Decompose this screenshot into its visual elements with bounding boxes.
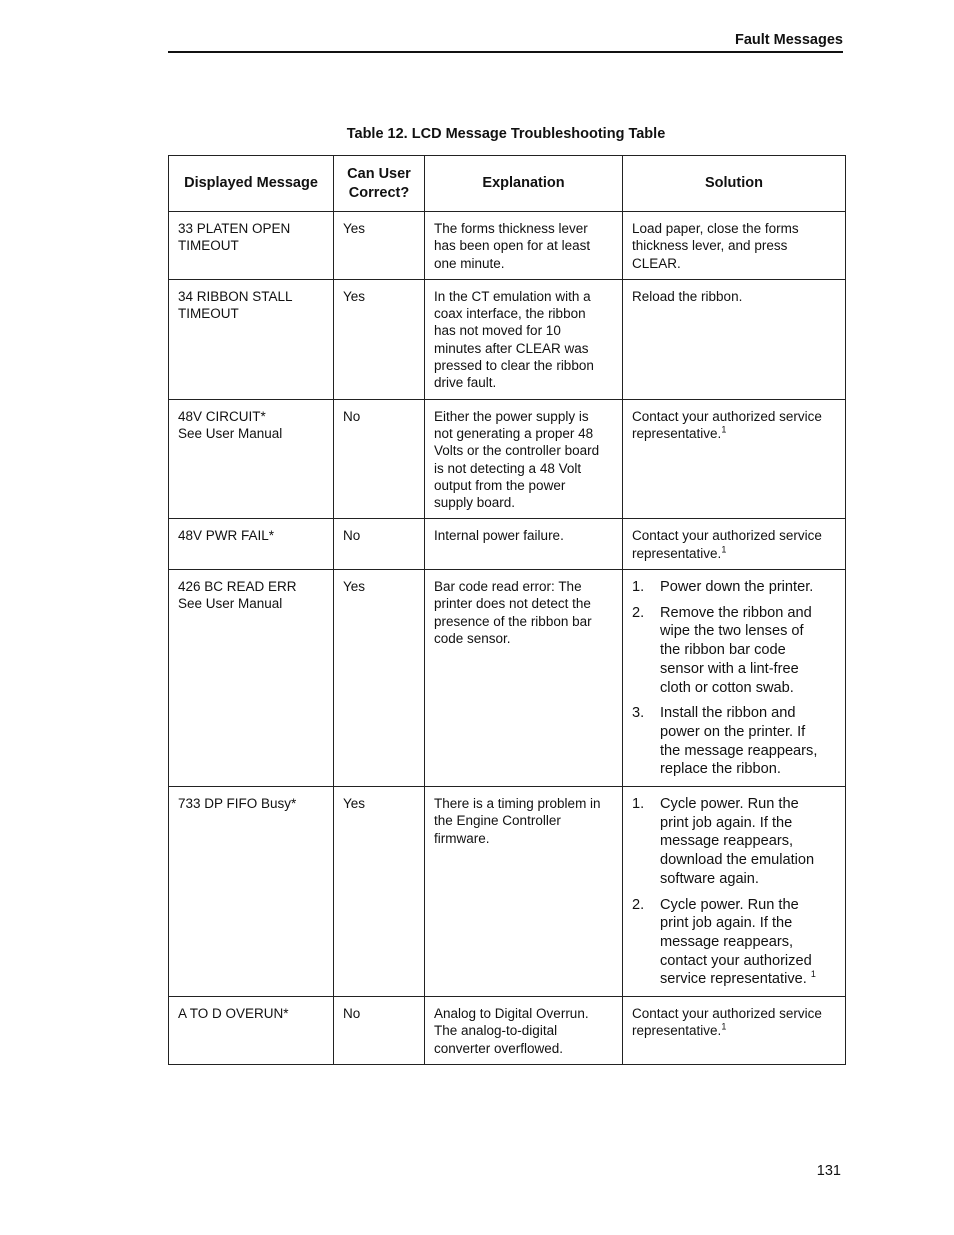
cell-displayed-message: 48V PWR FAIL*	[169, 519, 334, 570]
table-row	[169, 399, 846, 519]
running-header-title: Fault Messages	[735, 32, 843, 48]
footnote-marker: 1	[721, 1021, 727, 1032]
step-number: 3.	[632, 705, 645, 722]
solution-steps-list	[632, 578, 837, 779]
cell-solution: Contact your authorized service representative.$^1$	[623, 519, 846, 570]
page-number: 131	[816, 1163, 841, 1179]
step-number: 2.	[632, 896, 645, 913]
cell-explanation: Analog to Digital Overrun. The analog-to-digital converter overflowed.	[425, 997, 623, 1065]
column-header-solution: Solution	[623, 156, 846, 212]
solution-steps-list	[632, 795, 837, 989]
cell-displayed-message: 48V CIRCUIT* See User Manual	[169, 399, 334, 519]
solution-step: 2. Cycle power. Run the print job again. If the message reappears, contact your authorized service representative. $^1$	[632, 896, 816, 988]
footnote-marker: 1	[721, 424, 727, 435]
cell-can-user-correct: No	[334, 997, 425, 1065]
table-row	[169, 279, 846, 399]
table-row	[169, 212, 846, 280]
cell-solution: Contact your authorized service representative.$^1$	[623, 997, 846, 1065]
cell-displayed-message: 426 BC READ ERR See User Manual	[169, 570, 334, 787]
cell-can-user-correct: No	[334, 399, 425, 519]
cell-displayed-message: 33 PLATEN OPEN TIMEOUT	[169, 212, 334, 280]
table-caption: Table 12. LCD Message Troubleshooting Table	[346, 126, 666, 142]
header-rule	[168, 51, 843, 53]
column-header-explanation: Explanation	[425, 156, 623, 212]
cell-can-user-correct: Yes	[334, 570, 425, 787]
cell-solution: Load paper, close the forms thickness lever, and press CLEAR.	[623, 212, 846, 280]
table-row	[169, 519, 846, 570]
cell-can-user-correct: Yes	[334, 787, 425, 997]
column-header-can-user-correct: Can User Correct?	[334, 156, 425, 212]
step-number: 1.	[632, 796, 645, 813]
solution-step: 3. Install the ribbon and power on the printer. If the message reappears, replace the ribbon.	[632, 705, 818, 778]
cell-displayed-message: 34 RIBBON STALL TIMEOUT	[169, 279, 334, 399]
table-header-row	[169, 156, 846, 212]
cell-explanation: There is a timing problem in the Engine Controller firmware.	[425, 787, 623, 997]
table-row	[169, 787, 846, 997]
cell-explanation: In the CT emulation with a coax interface, the ribbon has not moved for 10 minutes after CLEAR was pressed to clear the ribbon drive fault.	[425, 279, 623, 399]
solution-step: 1. Cycle power. Run the print job again. If the message reappears, download the emulation software again.	[632, 796, 815, 887]
step-number: 2.	[632, 604, 645, 621]
cell-displayed-message: A TO D OVERUN*	[169, 997, 334, 1065]
solution-step: 2. Remove the ribbon and wipe the two lenses of the ribbon bar code sensor with a lint-free cloth or cotton swab.	[632, 604, 812, 696]
column-header-displayed-message: Displayed Message	[169, 156, 334, 212]
footnote-marker: 1	[810, 969, 816, 980]
table-row	[169, 570, 846, 787]
cell-can-user-correct: Yes	[334, 279, 425, 399]
cell-solution: Contact your authorized service representative.$^1$	[623, 399, 846, 519]
cell-explanation: Either the power supply is not generating a proper 48 Volts or the controller board is not detecting a 48 Volt output from the power supply board.	[425, 399, 623, 519]
cell-explanation: Bar code read error: The printer does not detect the presence of the ribbon bar code sensor.	[425, 570, 623, 787]
cell-can-user-correct: No	[334, 519, 425, 570]
cell-explanation: The forms thickness lever has been open for at least one minute.	[425, 212, 623, 280]
troubleshooting-table	[168, 155, 846, 1065]
footnote-marker: 1	[721, 544, 727, 555]
cell-can-user-correct: Yes	[334, 212, 425, 280]
cell-explanation: Internal power failure.	[425, 519, 623, 570]
solution-step: 1. Power down the printer.	[632, 579, 814, 596]
cell-solution: Reload the ribbon.	[623, 279, 846, 399]
table-row	[169, 997, 846, 1065]
cell-displayed-message: 733 DP FIFO Busy*	[169, 787, 334, 997]
cell-solution	[623, 570, 846, 787]
step-number: 1.	[632, 579, 645, 596]
cell-solution	[623, 787, 846, 997]
